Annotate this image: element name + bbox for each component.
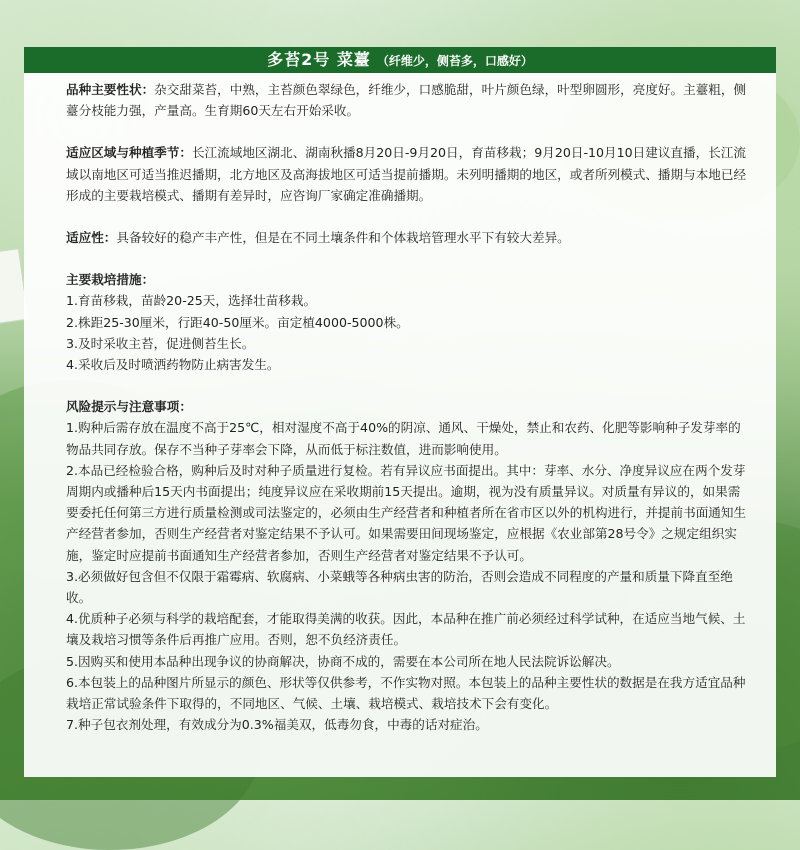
- traits-text: 杂交甜菜苔，中熟，主苔颜色翠绿色，纤维少，口感脆甜，叶片颜色绿，叶型卵圆形，亮度好。主薹粗，侧薹分枝能力强，产量高。生育期60天左右开始采收。: [66, 82, 747, 119]
- list-item: 7.种子包衣剂处理，有效成分为0.3%福美双，低毒勿食，中毒的话对症治。: [66, 717, 488, 733]
- list-item: 4.采收后及时喷洒药物防止病害发生。: [66, 357, 280, 373]
- list-item: 2.本品已经检验合格，购种后及时对种子质量进行复检。若有异议应书面提出。其中：芽率、水分、净度异议应在两个发芽周期内或播种后15天内书面提出；纯度异议应在采收期前15天提出。逾期，视为没有质量异议。对质量有异议的，如果需要委托任何第三方进行质量检测或司法鉴定的，必须由生产经营者和种植者所在省市区以外的机构进行，并提前书面通知生产经营者参加，否则生产经营者对鉴定结果不予认可。如果需要田间现场鉴定，应根据《农业部第28号令》之规定组织实施，鉴定时应提前书面通知生产经营者参加，否则生产经营者对鉴定结果不予认可。: [66, 462, 747, 563]
- list-item: 1.购种后需存放在温度不高于25℃，相对湿度不高于40%的阴凉、通风、干燥处，禁止和农药、化肥等影响种子发芽率的物品共同存放。保存不当种子芽率会下降，从而低于标注数值，进而影响使用。: [66, 420, 741, 457]
- info-card: [24, 47, 776, 777]
- list-item: 2.株距25-30厘米，行距40-50厘米。亩定植4000-5000株。: [66, 314, 409, 330]
- adaptability-text: 具备较好的稳产丰产性，但是在不同土壤条件和个体栽培管理水平下有较大差异。: [116, 230, 570, 246]
- list-item: 5.因购买和使用本品种出现争议的协商解决，协商不成的，需要在本公司所在地人民法院诉讼解决。: [66, 653, 620, 669]
- section-region: [66, 142, 748, 206]
- title-bar: [24, 47, 776, 73]
- list-item: 3.必须做好包含但不仅限于霜霉病、软腐病、小菜蛾等各种病虫害的防治，否则会造成不同程度的产量和质量下降直至绝收。: [66, 568, 733, 606]
- cultivation-label: 主要栽培措施：: [66, 272, 155, 288]
- risk-label: 风险提示与注意事项：: [66, 399, 192, 415]
- list-item: 3.及时采收主苔，促进侧苔生长。: [66, 335, 255, 351]
- product-title: 多苔2号 菜薹: [267, 50, 371, 69]
- section-risk: [66, 396, 748, 735]
- region-paragraph: [66, 142, 748, 206]
- section-cultivation: [66, 269, 748, 375]
- section-adaptability: [66, 227, 748, 248]
- product-subtitle: （纤维少，侧苔多，口感好）: [376, 54, 533, 68]
- traits-paragraph: [66, 79, 748, 121]
- list-item: 1.育苗移栽，苗龄20-25天，选择壮苗移栽。: [66, 293, 317, 309]
- list-item: 4.优质种子必须与科学的栽培配套，才能取得美满的收获。因此，本品种在推广前必须经过科学试种，在适应当地气候、土壤及栽培习惯等条件后再推广应用。否则，恕不负经济责任。: [66, 611, 746, 648]
- traits-label: 品种主要性状：: [66, 82, 155, 97]
- content: [66, 79, 748, 735]
- region-label: 适应区域与种植季节：: [66, 145, 192, 161]
- adaptability-label: 适应性：: [66, 230, 117, 246]
- adaptability-paragraph: [66, 227, 748, 248]
- region-text: 长江流域地区湖北、湖南秋播8月20日-9月20日，育苗移栽；9月20日-10月10日建议直播，长江流域以南地区可适当推迟播期，北方地区及高海拔地区可适当提前播期。未列明播期的地区，或者所列模式、播期与本地已经形成的主要栽培模式、播期有差异时，应咨询厂家确定准确播期。: [66, 145, 747, 203]
- section-traits: [66, 79, 748, 121]
- list-item: 6.本包装上的品种图片所显示的颜色、形状等仅供参考，不作实物对照。本包装上的品种主要性状的数据是在我方适宜品种栽培正常试验条件下取得的，不同地区、气候、土壤、栽培模式、栽培技术下会有变化。: [66, 674, 746, 712]
